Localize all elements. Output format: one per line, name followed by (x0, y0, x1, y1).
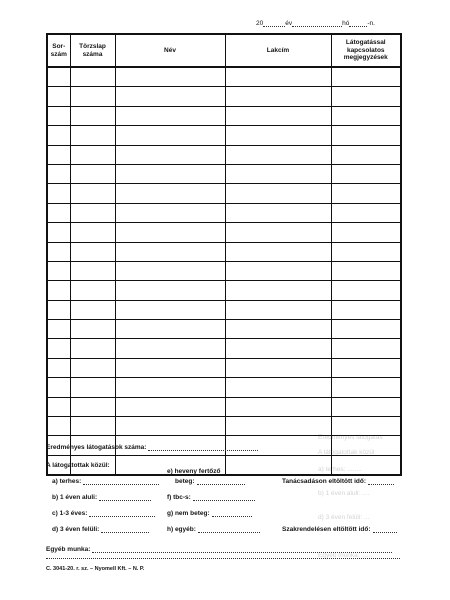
table-cell[interactable] (70, 242, 115, 261)
table-cell[interactable] (331, 67, 401, 87)
office-time-label: Szakrendelésen eltöltött idő: (282, 526, 371, 533)
table-cell[interactable] (225, 358, 331, 377)
table-cell[interactable] (225, 320, 331, 339)
table-cell[interactable] (331, 203, 401, 222)
item-g-field (167, 510, 252, 517)
table-cell[interactable] (225, 339, 331, 358)
counsel-time-input[interactable] (368, 478, 394, 485)
table-cell[interactable] (115, 358, 225, 377)
table-cell[interactable] (70, 417, 115, 436)
table-row (47, 417, 401, 436)
item-e-label: e) heveny fertőző (167, 468, 221, 475)
table-cell[interactable] (70, 339, 115, 358)
table-cell[interactable] (115, 339, 225, 358)
table-cell[interactable] (70, 184, 115, 203)
table-cell[interactable] (331, 378, 401, 397)
table-row (47, 320, 401, 339)
table-cell[interactable] (47, 281, 70, 300)
table-cell[interactable] (47, 417, 70, 436)
item-f-field (167, 494, 255, 501)
counsel-time-label: Tanácsadáson eltöltött idő: (282, 478, 367, 485)
table-cell[interactable] (47, 242, 70, 261)
table-cell[interactable] (70, 378, 115, 397)
counsel-time-field (282, 478, 394, 485)
visit-log-table (46, 33, 402, 476)
item-a-field (52, 478, 159, 485)
table-cell[interactable] (115, 184, 225, 203)
table-cell[interactable] (47, 358, 70, 377)
table-cell[interactable] (47, 87, 70, 106)
table-row (47, 145, 401, 164)
year-field[interactable] (263, 19, 285, 27)
table-cell[interactable] (225, 184, 331, 203)
item-b-field (52, 494, 151, 501)
visited-label: A látogatottak közül: (46, 462, 110, 469)
table-row (47, 281, 401, 300)
year-label: év (285, 20, 293, 27)
table-cell[interactable] (47, 203, 70, 222)
table-cell[interactable] (225, 164, 331, 183)
table-cell[interactable] (115, 300, 225, 319)
table-cell[interactable] (115, 397, 225, 416)
table-cell[interactable] (47, 223, 70, 242)
table-cell[interactable] (115, 164, 225, 183)
table-cell[interactable] (331, 87, 401, 106)
item-a-label: a) terhes: (52, 478, 82, 485)
table-row (47, 87, 401, 106)
table-row (47, 358, 401, 377)
other-work-line-2[interactable] (46, 558, 400, 559)
item-h-field (167, 526, 260, 533)
item-b-label: b) 1 éven aluli: (52, 494, 98, 501)
date-prefix: 20 (256, 20, 264, 27)
table-cell[interactable] (331, 358, 401, 377)
item-c-input[interactable] (89, 510, 155, 517)
table-cell[interactable] (331, 320, 401, 339)
table-cell[interactable] (331, 145, 401, 164)
table-cell[interactable] (331, 223, 401, 242)
item-d-field (52, 526, 149, 533)
table-cell[interactable] (331, 242, 401, 261)
table-row (47, 184, 401, 203)
ghost-text: Eredményes látogatás (318, 434, 383, 441)
table-cell[interactable] (70, 126, 115, 145)
table-cell[interactable] (225, 261, 331, 280)
successful-visits-field (46, 444, 258, 451)
successful-visits-input[interactable] (148, 444, 258, 451)
table-cell[interactable] (225, 223, 331, 242)
item-e-input[interactable] (197, 478, 245, 485)
item-h-label: h) egyéb: (167, 526, 196, 533)
table-cell[interactable] (47, 320, 70, 339)
table-cell[interactable] (331, 281, 401, 300)
table-cell[interactable] (225, 378, 331, 397)
day-label: -n. (367, 20, 375, 27)
table-cell[interactable] (115, 87, 225, 106)
successful-visits-label: Eredményes látogatások száma: (46, 444, 147, 451)
table-cell[interactable] (115, 203, 225, 222)
table-cell[interactable] (70, 106, 115, 125)
table-cell[interactable] (115, 378, 225, 397)
footer-code: C. 3041-20. r. sz. – Nyomell Kft. – N. P. (46, 566, 145, 572)
item-a-input[interactable] (83, 478, 159, 485)
table-cell[interactable] (47, 184, 70, 203)
ghost-text: a) terhes: ........ (318, 466, 362, 473)
table-cell[interactable] (115, 145, 225, 164)
table-cell[interactable] (115, 242, 225, 261)
table-row (47, 300, 401, 319)
table-cell[interactable] (115, 106, 225, 125)
item-d-input[interactable] (101, 526, 149, 533)
table-cell[interactable] (331, 455, 401, 475)
table-cell[interactable] (70, 223, 115, 242)
other-work-field (46, 546, 392, 553)
table-row (47, 164, 401, 183)
table-cell[interactable] (47, 300, 70, 319)
visited-label-row (46, 462, 110, 469)
table-cell[interactable] (331, 339, 401, 358)
table-cell[interactable] (331, 436, 401, 455)
item-b-input[interactable] (99, 494, 151, 501)
table-cell[interactable] (331, 106, 401, 125)
table-cell[interactable] (70, 281, 115, 300)
item-h-input[interactable] (198, 526, 260, 533)
table-cell[interactable] (70, 67, 115, 87)
office-time-field (282, 526, 397, 533)
table-cell[interactable] (47, 339, 70, 358)
date-line (256, 19, 406, 27)
other-work-input[interactable] (92, 546, 392, 553)
header-row-number: Sor-szám (47, 34, 70, 67)
table-cell[interactable] (70, 87, 115, 106)
item-g-label: g) nem beteg: (167, 510, 210, 517)
table-cell[interactable] (47, 164, 70, 183)
table-cell[interactable] (225, 455, 331, 475)
table-cell[interactable] (70, 358, 115, 377)
table-cell[interactable] (225, 126, 331, 145)
table-cell[interactable] (225, 203, 331, 222)
item-f-input[interactable] (193, 494, 255, 501)
table-cell[interactable] (70, 320, 115, 339)
table-cell[interactable] (70, 261, 115, 280)
table-row (47, 339, 401, 358)
table-header-row (47, 34, 401, 67)
table-cell[interactable] (47, 397, 70, 416)
table-row (47, 67, 401, 87)
table-cell[interactable] (115, 67, 225, 87)
item-c-label: c) 1-3 éves: (52, 510, 88, 517)
table-cell[interactable] (225, 397, 331, 416)
table-cell[interactable] (47, 145, 70, 164)
table-cell[interactable] (70, 397, 115, 416)
item-e2-field (175, 478, 245, 485)
item-f-label: f) tbc-s: (167, 494, 191, 501)
table-cell[interactable] (70, 203, 115, 222)
table-cell[interactable] (115, 261, 225, 280)
table-cell[interactable] (331, 417, 401, 436)
table-cell[interactable] (115, 223, 225, 242)
table-cell[interactable] (115, 281, 225, 300)
item-d-label: d) 3 éven felüli: (52, 526, 100, 533)
item-c-field (52, 510, 155, 517)
month-field[interactable] (292, 19, 342, 27)
table-cell[interactable] (115, 417, 225, 436)
ghost-text: Egyéb munka: ...... (318, 552, 373, 559)
other-work-label: Egyéb munka: (46, 546, 91, 553)
ghost-text: d) 3 éven felüli: ... (318, 514, 370, 521)
table-cell[interactable] (225, 67, 331, 87)
day-field[interactable] (349, 19, 367, 27)
table-cell[interactable] (225, 145, 331, 164)
table-cell[interactable] (225, 106, 331, 125)
table-cell[interactable] (225, 417, 331, 436)
table-cell[interactable] (115, 126, 225, 145)
table-cell[interactable] (225, 281, 331, 300)
ghost-text: b) 1 éven aluli: .... (318, 490, 370, 497)
table-cell[interactable] (331, 261, 401, 280)
table-row (47, 106, 401, 125)
table-cell[interactable] (115, 320, 225, 339)
table-row (47, 203, 401, 222)
table-cell[interactable] (331, 164, 401, 183)
table-cell[interactable] (47, 67, 70, 87)
item-e2-label: beteg: (175, 478, 195, 485)
table-row (47, 378, 401, 397)
month-label: hó (342, 20, 350, 27)
header-record-number: Törzslap száma (70, 34, 115, 67)
table-cell[interactable] (331, 397, 401, 416)
table-cell[interactable] (331, 126, 401, 145)
table-cell[interactable] (47, 106, 70, 125)
table-cell[interactable] (70, 300, 115, 319)
table-cell[interactable] (225, 87, 331, 106)
table-row (47, 242, 401, 261)
header-notes: Látogatással kapcsolatos megjegyzések (331, 34, 401, 67)
ghost-text: A látogatottak közül (318, 449, 375, 456)
item-g-input[interactable] (212, 510, 252, 517)
table-row (47, 126, 401, 145)
office-time-input[interactable] (373, 526, 397, 533)
table-row (47, 397, 401, 416)
table-row (47, 223, 401, 242)
table-body (47, 67, 401, 475)
table-row (47, 261, 401, 280)
table-cell[interactable] (225, 242, 331, 261)
item-e-field (167, 468, 220, 475)
header-address: Lakcím (225, 34, 331, 67)
table-cell[interactable] (47, 261, 70, 280)
table-cell[interactable] (331, 300, 401, 319)
header-name: Név (115, 34, 225, 67)
table-cell[interactable] (225, 300, 331, 319)
table-cell[interactable] (47, 126, 70, 145)
table-cell[interactable] (70, 164, 115, 183)
table-cell[interactable] (47, 378, 70, 397)
table-cell[interactable] (70, 145, 115, 164)
table-cell[interactable] (331, 184, 401, 203)
